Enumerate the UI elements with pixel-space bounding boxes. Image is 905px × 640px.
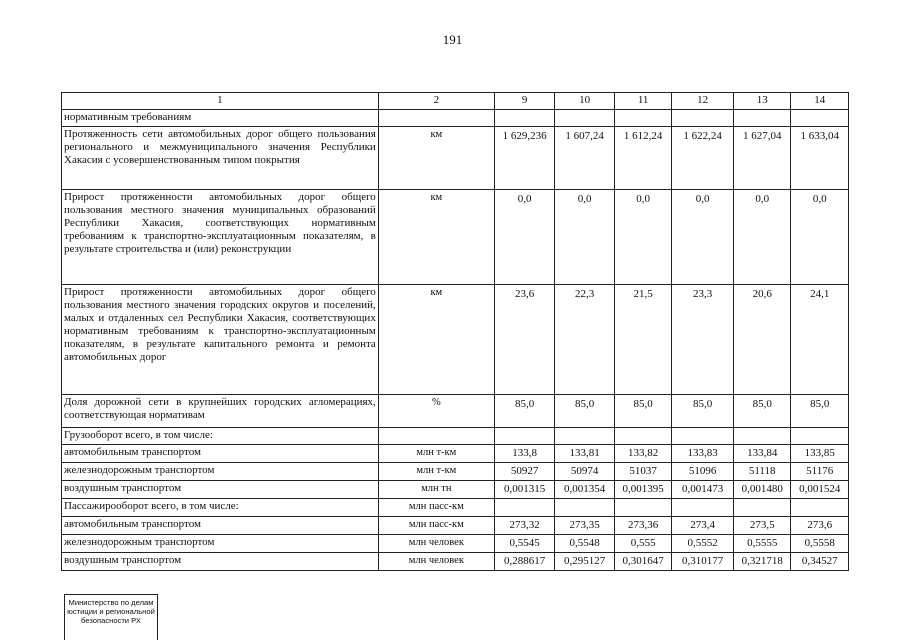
value-cell: 0,5552 — [672, 535, 734, 553]
value-cell: 85,0 — [791, 395, 849, 428]
unit-cell: км — [378, 190, 494, 285]
indicator-name: автомобильным транспортом — [62, 445, 379, 463]
value-cell: 273,32 — [494, 517, 555, 535]
value-cell: 23,6 — [494, 285, 555, 395]
value-cell: 0,0 — [733, 190, 791, 285]
continuation-text: нормативным требованиям — [62, 110, 379, 127]
table-row — [62, 481, 849, 499]
value-cell: 24,1 — [791, 285, 849, 395]
value-cell: 50974 — [555, 463, 615, 481]
indicator-name: железнодорожным транспортом — [62, 463, 379, 481]
value-cell: 0,288617 — [494, 553, 555, 571]
value-cell: 51037 — [614, 463, 672, 481]
value-cell: 0,321718 — [733, 553, 791, 571]
value-cell: 0,001473 — [672, 481, 734, 499]
value-cell: 273,36 — [614, 517, 672, 535]
indicator-name: Прирост протяженности автомобильных дорог общего пользования местного значения муниципальных образований Республики Хакасия, соответствующих нормативным требованиям к транспортно-эксплуатационным показателям, в результате строительства и (или) реконструкции — [62, 190, 379, 285]
value-cell: 0,001480 — [733, 481, 791, 499]
header-cell: 12 — [672, 93, 734, 110]
value-cell: 133,83 — [672, 445, 734, 463]
unit-cell: млн пасс-км — [378, 517, 494, 535]
value-cell: 0,0 — [555, 190, 615, 285]
table-row — [62, 445, 849, 463]
indicator-name: воздушным транспортом — [62, 553, 379, 571]
value-cell: 1 607,24 — [555, 127, 615, 190]
header-row — [62, 93, 849, 110]
value-cell: 0,5545 — [494, 535, 555, 553]
value-cell: 0,001395 — [614, 481, 672, 499]
indicator-name: железнодорожным транспортом — [62, 535, 379, 553]
value-cell: 0,5548 — [555, 535, 615, 553]
indicator-name: автомобильным транспортом — [62, 517, 379, 535]
indicator-name: воздушным транспортом — [62, 481, 379, 499]
stamp-line: безопасности РХ — [81, 616, 141, 625]
value-cell: 50927 — [494, 463, 555, 481]
value-cell: 0,555 — [614, 535, 672, 553]
page-number: 191 — [442, 32, 463, 47]
unit-cell: км — [378, 285, 494, 395]
unit-cell: млн тн — [378, 481, 494, 499]
indicators-table — [61, 92, 849, 571]
value-cell: 273,4 — [672, 517, 734, 535]
stamp-line: юстиции и региональной — [67, 607, 155, 616]
value-cell: 133,85 — [791, 445, 849, 463]
value-cell: 51176 — [791, 463, 849, 481]
value-cell: 23,3 — [672, 285, 734, 395]
value-cell: 22,3 — [555, 285, 615, 395]
value-cell: 0,301647 — [614, 553, 672, 571]
header-cell: 14 — [791, 93, 849, 110]
value-cell: 273,6 — [791, 517, 849, 535]
value-cell: 133,81 — [555, 445, 615, 463]
header-cell: 9 — [494, 93, 555, 110]
value-cell: 0,001524 — [791, 481, 849, 499]
header-cell: 2 — [378, 93, 494, 110]
section-heading: Грузооборот всего, в том числе: — [62, 428, 379, 445]
value-cell: 0,0 — [614, 190, 672, 285]
value-cell: 51096 — [672, 463, 734, 481]
value-cell: 0,5558 — [791, 535, 849, 553]
stamp-line: Министерство по делам — [68, 598, 154, 607]
table-row — [62, 127, 849, 190]
unit-cell: млн т-км — [378, 445, 494, 463]
value-cell: 85,0 — [614, 395, 672, 428]
value-cell: 0,34527 — [791, 553, 849, 571]
indicator-name: Протяженность сети автомобильных дорог общего пользования регионального и межмуниципального значения Республики Хакасия с усовершенствованным типом покрытия — [62, 127, 379, 190]
header-cell: 1 — [62, 93, 379, 110]
header-cell: 10 — [555, 93, 615, 110]
indicator-name: Прирост протяженности автомобильных дорог общего пользования местного значения городских округов и поселений, малых и отдаленных сел Республики Хакасия, соответствующих нормативным требованиям к транспортно-эксплуатационным показателям, в результате капитального ремонта и ремонта автомобильных дорог — [62, 285, 379, 395]
header-cell: 11 — [614, 93, 672, 110]
value-cell: 85,0 — [494, 395, 555, 428]
table-row — [62, 110, 849, 127]
unit-cell: млн человек — [378, 553, 494, 571]
value-cell: 1 622,24 — [672, 127, 734, 190]
value-cell: 133,82 — [614, 445, 672, 463]
value-cell: 51118 — [733, 463, 791, 481]
value-cell: 273,35 — [555, 517, 615, 535]
value-cell: 85,0 — [672, 395, 734, 428]
value-cell: 0,0 — [791, 190, 849, 285]
value-cell: 133,84 — [733, 445, 791, 463]
unit-cell: % — [378, 395, 494, 428]
unit-cell: км — [378, 127, 494, 190]
value-cell: 0,5555 — [733, 535, 791, 553]
table-row — [62, 535, 849, 553]
unit-cell: млн т-км — [378, 463, 494, 481]
value-cell: 1 612,24 — [614, 127, 672, 190]
table-row — [62, 190, 849, 285]
value-cell: 20,6 — [733, 285, 791, 395]
table-row — [62, 553, 849, 571]
table-row — [62, 463, 849, 481]
value-cell: 0,0 — [494, 190, 555, 285]
ministry-stamp — [64, 594, 158, 640]
value-cell: 0,295127 — [555, 553, 615, 571]
value-cell: 1 627,04 — [733, 127, 791, 190]
table-row — [62, 395, 849, 428]
unit-cell: млн пасс-км — [378, 499, 494, 517]
header-cell: 13 — [733, 93, 791, 110]
section-heading: Пассажирооборот всего, в том числе: — [62, 499, 379, 517]
table-row — [62, 499, 849, 517]
value-cell: 0,001354 — [555, 481, 615, 499]
unit-cell: млн человек — [378, 535, 494, 553]
table-row — [62, 285, 849, 395]
value-cell: 1 633,04 — [791, 127, 849, 190]
value-cell: 0,0 — [672, 190, 734, 285]
table-row — [62, 517, 849, 535]
value-cell: 273,5 — [733, 517, 791, 535]
value-cell: 0,001315 — [494, 481, 555, 499]
value-cell: 0,310177 — [672, 553, 734, 571]
value-cell: 85,0 — [555, 395, 615, 428]
value-cell: 21,5 — [614, 285, 672, 395]
table-row — [62, 428, 849, 445]
value-cell: 1 629,236 — [494, 127, 555, 190]
value-cell: 133,8 — [494, 445, 555, 463]
value-cell: 85,0 — [733, 395, 791, 428]
indicator-name: Доля дорожной сети в крупнейших городских агломерациях, соответствующая нормативам — [62, 395, 379, 428]
